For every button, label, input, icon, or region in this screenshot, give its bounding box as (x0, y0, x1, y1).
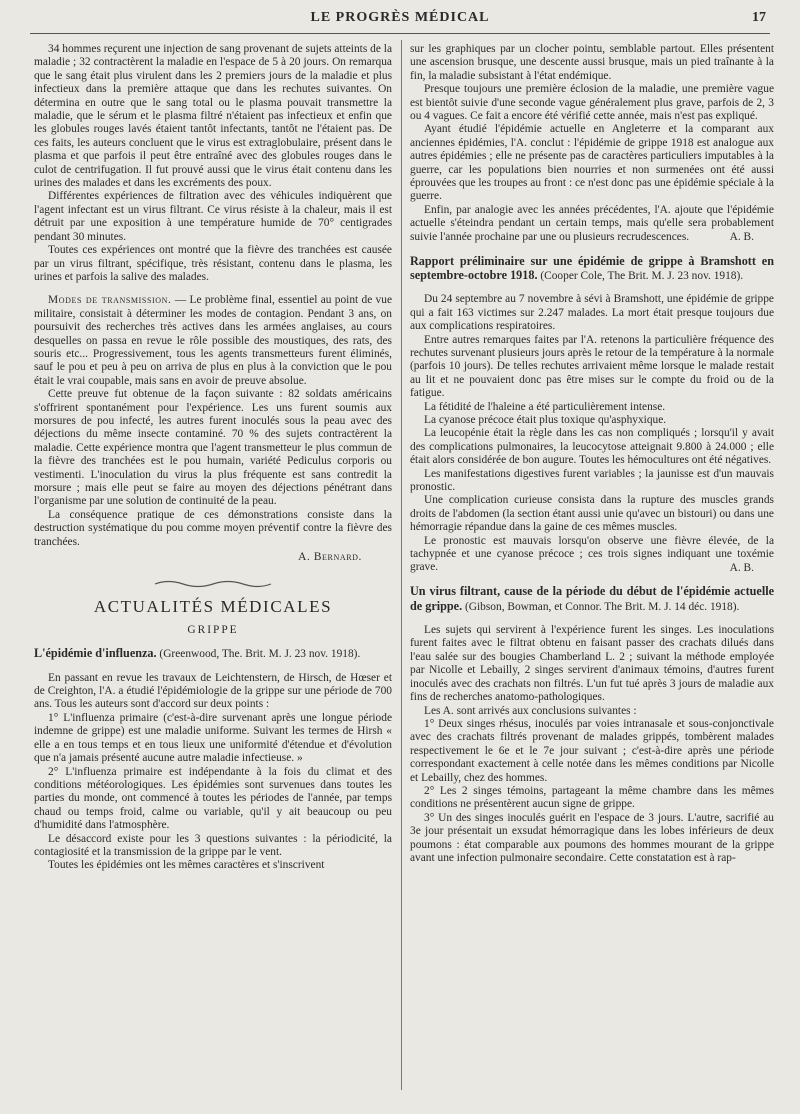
paragraph: La leucopénie était la règle dans les cas non compliqués ; lorsqu'il y avait des complications pulmonaires, la leucocytose atteignait 9.800 à 24.000 ; elle était alors considérée de bon augure. Toutes les hémocultures ont été négatives. (410, 427, 774, 467)
running-head (30, 6, 770, 28)
paragraph: La cyanose précoce était plus toxique qu'asphyxique. (424, 413, 667, 426)
paragraph: Toutes les épidémies ont les mêmes caractères et s'inscrivent (48, 859, 325, 872)
paragraph: 1° Deux singes rhésus, inoculés par voies intranasale et sous-conjonctivale avec des crachats filtrés provenant de malades grippés, tombèrent malades respectivement le 6e et le 7e jour suivant ; c'est-à-dire après une période correspondant exactement à celle notée dans les mêmes conditions par Nicolle et Lebailly, chez des hommes. (410, 717, 774, 784)
spacer (34, 284, 392, 294)
paragraph: Enfin, par analogie avec les années précédentes, l'A. ajoute que l'épidémie actuelle s'éteindra pendant un certain temps, mais qu'elle sera probablement suivie l'année prochaine par une ou plusieurs recrudescences. (410, 203, 774, 243)
paragraph: sur les graphiques par un clocher pointu, semblable partout. Elles présentent une ascension brusque, une descente aussi brusque, mais un pied traînante à la fin, la maladie subsistant à l'état endémique. (410, 43, 774, 82)
paragraph: Ayant étudié l'épidémie actuelle en Angleterre et la comparant aux anciennes épidémies, l'A. conclut : l'épidémie de grippe 1918 est analogue aux autres épidémies ; elle ne présente pas de caractères particuliers imputables à la guerre, car les populations bien nourries et non surmenées ont été aussi éprouvées que les troupes au front : ce n'est donc pas une épidémie spéciale à la guerre. (410, 123, 774, 203)
spacer (410, 614, 774, 624)
section-subtitle: GRIPPE (187, 623, 239, 636)
paragraph: Le désaccord existe pour les 3 questions suivantes : la périodicité, la contagiosité et la transmission de la grippe par le vent. (34, 832, 392, 858)
paragraph: Les A. sont arrivés aux conclusions suivantes : (424, 704, 637, 717)
paragraph-text: — Le problème final, essentiel au point de vue militaire, consistait à déterminer les modes de contagion. Pendant 3 ans, on poursuivit des recherches très actives dans les armées anglaises, au cours desquelles on passa en revue le rôle possible des moustiques, des rats, des souris etc... Progressivement, tous les agents transmetteurs furent éliminés, sauf le pou et peu à peu on arriva de plus en plus à la conviction que le pou était le vrai coupable, mais sans en avoir de preuve absolue. (34, 294, 393, 387)
paragraph: 3° Un des singes inoculés guérit en l'espace de 3 jours. L'autre, sacrifié au 3e jour présentait un exsudat hémorragique dans les lobes inférieurs de deux poumons : état comparable aux poumons des hommes mourant de la grippe avant une infection pulmonaire secondaire. Cette constatation est à rap- (410, 811, 774, 864)
article-reference: (Gibson, Bowman, et Connor. The Brit. M. J. 14 déc. 1918). (462, 600, 740, 613)
subheading-modes-transmission: Modes de transmission. (48, 294, 172, 307)
paragraph: Entre autres remarques faites par l'A. retenons la particulière fréquence des rechutes survenant plusieurs jours après le retour de la température à la normale (parfois 10 jours). De telles rechutes arrivaient même lorsque le malade restait au lit et ne pouvaient donc pas être mises sur le compte du froid ou de la fatigue. (410, 333, 774, 400)
page-number: 17 (752, 10, 766, 25)
paragraph: Différentes expériences de filtration avec des véhicules indiquèrent que l'agent infectant est un virus filtrant. Ce virus résiste à la chaleur, mais il est détruit par une exposition à une température humide de 70° centigrades pendant 30 minutes. (34, 190, 392, 243)
paragraph: Une complication curieuse consista dans la rupture des muscles grands droits de l'abdomen (la section étant aussi unie qu'avec un bistouri) ou dans une hémorragie répandue dans la gaine de ces mêmes muscles. (410, 494, 774, 534)
paragraph: 2° L'influenza primaire est indépendante à la fois du climat et des conditions météorologiques. Les épidémies sont survenues dans toutes les parties du monde, ont commencé à toutes les périodes de l'année, par temps chaud ou temps froid, calme ou variable, qu'il y ait beaucoup ou peu d'humidité dans l'atmosphère. (34, 765, 392, 832)
paragraph-transmission (34, 294, 392, 388)
author-signature: A. B. (729, 561, 754, 574)
paragraph: La conséquence pratique de ces démonstrations consiste dans la destruction systématique du pou comme moyen préventif contre la fièvre des tranchées. (34, 508, 392, 548)
author-signature: A. B. (729, 231, 754, 244)
article-heading (410, 585, 774, 614)
author-signature: A. Bernard. (298, 551, 362, 564)
paragraph: En passant en revue les travaux de Leichtenstern, de Hirsch, de Hœser et de Creighton, l'A. a étudié l'épidémiologie de la grippe sur une période de 700 ans. Tous les auteurs sont d'accord sur deux points : (34, 671, 392, 711)
paragraph: Les manifestations digestives furent variables ; la jaunisse est d'un mauvais pronostic. (410, 467, 774, 493)
article-title: Rapport préliminaire sur une épidémie de grippe à Bramshott en septembre-octobre 1918. (410, 253, 774, 282)
header-rule (30, 33, 770, 34)
paragraph: Cette preuve fut obtenue de la façon suivante : 82 soldats américains s'offrirent spontanément pour l'expérience. Les uns furent soumis aux morsures de pou infecté, les autres furent inoculés sous la peau avec des déjections du même insecte contaminé. 70 % des sujets contractèrent la maladie. Cette expérience montra que l'agent transmetteur le plus commun de la fièvre des tranchées est le pou humain, variété Pediculus corporis ou vestimenti. L'inoculation du virus la plus fréquente est sans contredit la morsure ; mais elle peut se faire au moyen des déjections pénétrant dans l'organisme par une solution de continuité de la peau. (34, 388, 392, 508)
article-heading (410, 255, 774, 284)
column-divider (401, 40, 402, 1090)
spacer (34, 662, 392, 672)
article-heading (34, 647, 392, 661)
paragraph: 1° L'influenza primaire (c'est-à-dire survenant après une longue période indemne de grippe) est une maladie uniforme. Suivant les termes de Hirsh « elle a en tous temps et en tous lieux une uniformité d'étendue et d'évolution que n'a jamais présenté aucune autre maladie infectieuse. » (34, 711, 392, 765)
article-title: Un virus filtrant, cause de la période du début de l'épidémie actuelle de grippe. (410, 584, 774, 613)
paragraph: Les sujets qui servirent à l'expérience furent les singes. Les inoculations furent faites avec le filtrat obtenu en faisant passer des crachats dilués dans l'eau salée sur des bougies Chamberland L. 2 ; suivant la méthode employée par Nicolle et Lebailly, 2 singes servirent d'animaux témoins, d'autres furent inoculés avec des crachats non filtrés. L'un fut tué après 3 jours de maladie aux fins de recherches anatomo-pathologiques. (410, 624, 774, 704)
section-title: ACTUALITÉS MÉDICALES (93, 597, 333, 617)
article-reference: (Cooper Cole, The Brit. M. J. 23 nov. 1918). (537, 269, 744, 282)
paragraph: Du 24 septembre au 7 novembre à sévi à Bramshott, une épidémie de grippe qui a fait 163 victimes sur 2.247 malades. La mort était presque toujours due aux complications respiratoires. (410, 293, 774, 333)
left-column (34, 43, 392, 873)
right-column (410, 43, 774, 865)
paragraph: Le pronostic est mauvais lorsqu'on observe une fièvre élevée, de la tachypnée et une cyanose précoce ; ces trois signes indiquant une toxémie grave. (410, 534, 774, 574)
journal-title: LE PROGRÈS MÉDICAL (310, 10, 490, 25)
section-divider-ornament (34, 578, 392, 594)
paragraph: Toutes ces expériences ont montré que la fièvre des tranchées est causée par un virus filtrant, spécifique, très résistant, contenu dans le plasma, les urines et parfois la salive des malades. (34, 244, 392, 283)
paragraph: Presque toujours une première éclosion de la maladie, une première vague est bientôt suivie d'une seconde vague généralement plus grave, parfois de 2, 3 ou 4 vagues. Ce fait a encore été vérifié cette année, mais n'est pas expliqué. (410, 83, 774, 123)
paragraph: La fétidité de l'haleine a été particulièrement intense. (424, 400, 666, 413)
spacer (410, 283, 774, 293)
article-title: L'épidémie d'influenza. (34, 646, 157, 661)
paragraph: 2° Les 2 singes témoins, partageant la même chambre dans les mêmes conditions ne présentèrent aucun signe de grippe. (410, 784, 774, 811)
paragraph: 34 hommes reçurent une injection de sang provenant de sujets atteints de la maladie ; 32 contractèrent la maladie en l'espace de 5 à 20 jours. On remarqua que le sang était plus virulent dans les 2 premiers jours de la maladie et plus infectieux dans la première attaque que dans les rechutes suivantes. On détermina en outre que le sang total ou le plasma pouvait transmettre la maladie, que le sérum et le plasma filtré n'étaient pas infectieux et enfin que les globules rouges lavés étaient tantôt infectants, tantôt ne l'étaient pas. De ces faits, les auteurs concluent que le virus est extraglobulaire, présent dans le plasma et que parfois il peut être entraîné avec des globules rouges dans le culot de centrifugation. Il fut prouvé aussi que le virus était contenu dans les urines des malades et dans les excréments des poux. (34, 43, 392, 190)
article-reference: (Greenwood, The. Brit. M. J. 23 nov. 1918). (156, 648, 361, 661)
